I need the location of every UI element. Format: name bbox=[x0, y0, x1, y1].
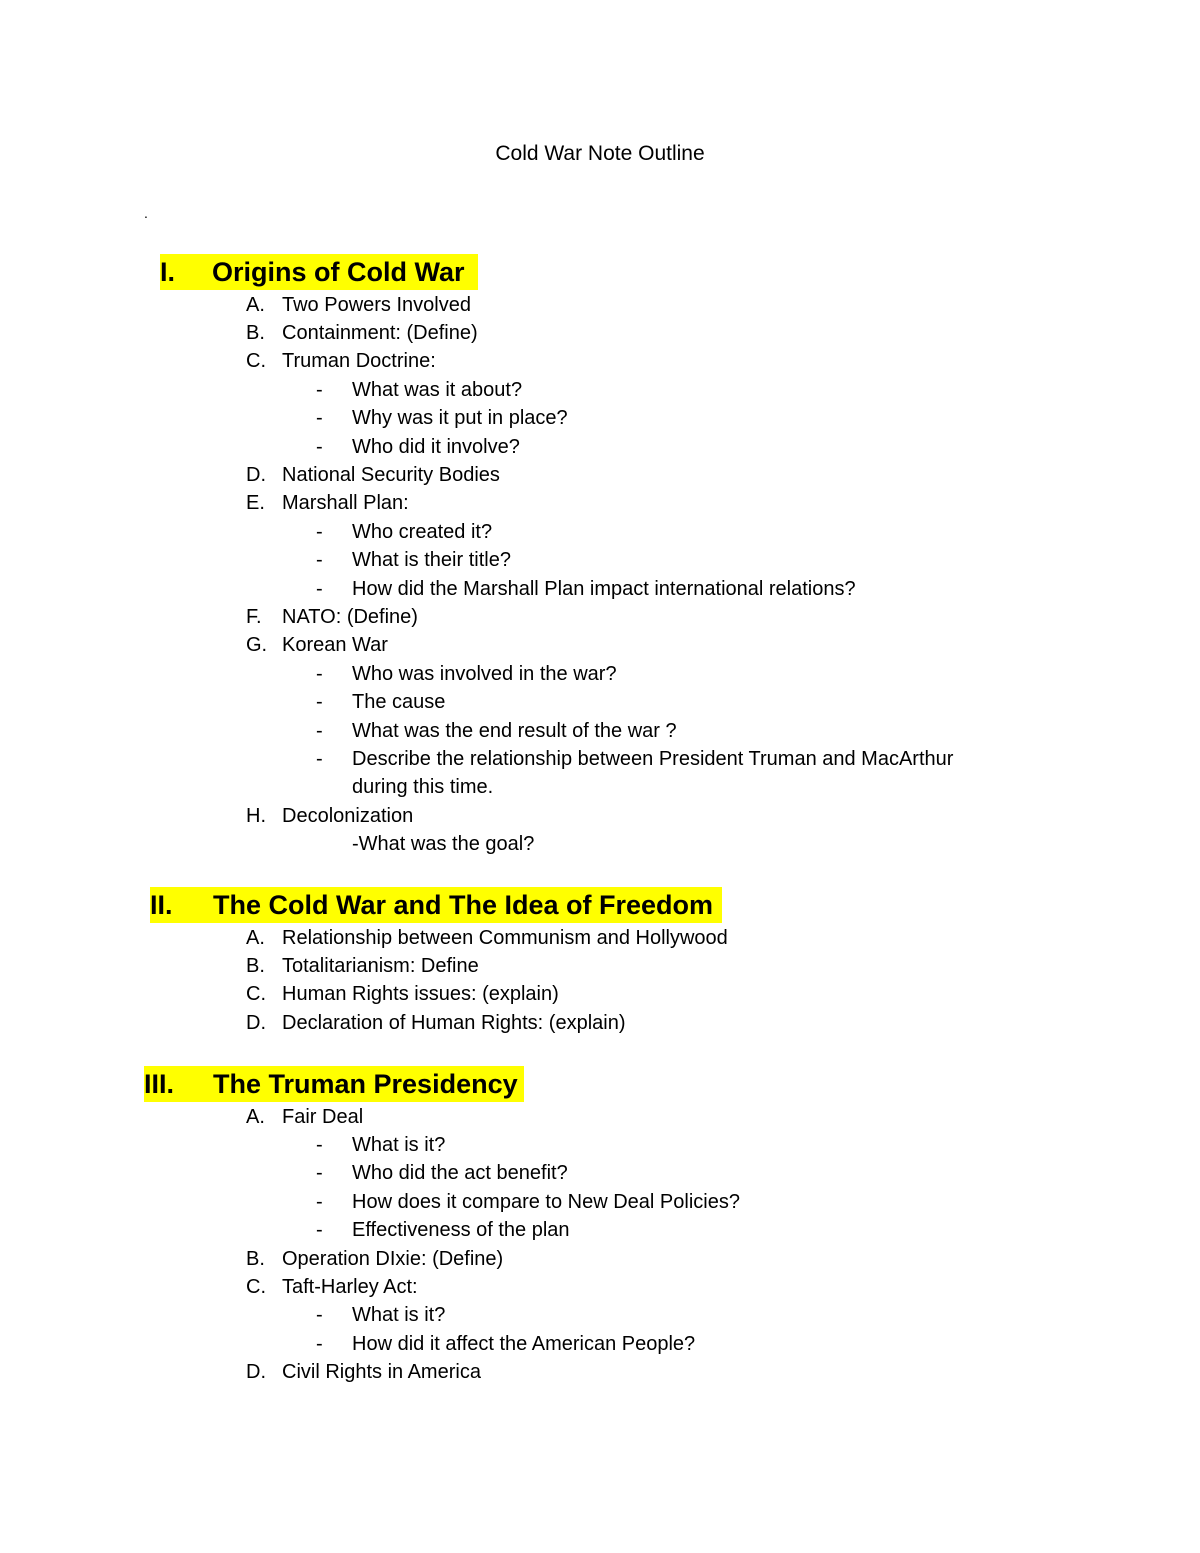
sub-item-text: What is it? bbox=[352, 1304, 446, 1327]
item-letter: G. bbox=[246, 634, 268, 657]
dash-bullet: - bbox=[316, 747, 323, 770]
sub-item-text: Describe the relationship between President Truman and MacArthur bbox=[352, 747, 954, 770]
dash-bullet: - bbox=[316, 407, 323, 430]
section-title: The Truman Presidency bbox=[213, 1069, 518, 1099]
item-letter: B. bbox=[246, 954, 265, 977]
item-text: Korean War bbox=[282, 634, 388, 657]
stray-mark: . bbox=[144, 205, 148, 221]
section-title: The Cold War and The Idea of Freedom bbox=[213, 890, 714, 920]
section-numeral: I. bbox=[160, 257, 176, 287]
section-title: Origins of Cold War bbox=[212, 257, 465, 287]
section-numeral: III. bbox=[144, 1069, 175, 1099]
sub-item-text: Who created it? bbox=[352, 520, 493, 543]
dash-bullet: - bbox=[316, 549, 323, 572]
sub-item-text: What is it? bbox=[352, 1133, 446, 1156]
dash-bullet: - bbox=[316, 1304, 323, 1327]
sub-item-text: What was it about? bbox=[352, 378, 523, 401]
item-text: Marshall Plan: bbox=[282, 492, 409, 515]
section-heading bbox=[150, 887, 722, 923]
item-letter: A. bbox=[246, 1105, 265, 1128]
dash-bullet: - bbox=[316, 577, 323, 600]
document-title: Cold War Note Outline bbox=[495, 142, 705, 165]
item-letter: H. bbox=[246, 804, 266, 827]
dash-bullet: - bbox=[316, 691, 323, 714]
dash-bullet: - bbox=[316, 1219, 323, 1242]
section-heading bbox=[144, 1066, 524, 1102]
sub-item-text: What is their title? bbox=[352, 549, 511, 572]
item-text: Totalitarianism: Define bbox=[282, 954, 479, 977]
item-letter: C. bbox=[246, 350, 266, 373]
item-text: Taft-Harley Act: bbox=[282, 1275, 418, 1298]
item-letter: F. bbox=[246, 605, 262, 628]
sub-item-continuation: during this time. bbox=[352, 776, 494, 799]
sub-item-text: The cause bbox=[352, 691, 446, 714]
item-letter: D. bbox=[246, 1011, 266, 1034]
item-letter: E. bbox=[246, 492, 265, 515]
item-text: Declaration of Human Rights: (explain) bbox=[282, 1011, 626, 1034]
item-text: Operation DIxie: (Define) bbox=[282, 1247, 504, 1270]
sub-item-text: How does it compare to New Deal Policies? bbox=[352, 1190, 740, 1213]
sub-item-text: Who did it involve? bbox=[352, 435, 520, 458]
sub-item-text: Who did the act benefit? bbox=[352, 1162, 568, 1185]
item-text: Containment: (Define) bbox=[282, 321, 478, 344]
dash-bullet: - bbox=[316, 520, 323, 543]
item-letter: A. bbox=[246, 926, 265, 949]
sub-item-text: How did it affect the American People? bbox=[352, 1332, 696, 1355]
sub-item-text: What was the end result of the war ? bbox=[352, 719, 677, 742]
item-letter: D. bbox=[246, 1361, 266, 1384]
item-text: Fair Deal bbox=[282, 1105, 364, 1128]
dash-bullet: - bbox=[316, 662, 323, 685]
dash-bullet: - bbox=[316, 1332, 323, 1355]
item-letter: D. bbox=[246, 463, 266, 486]
item-letter: A. bbox=[246, 293, 265, 316]
item-text: National Security Bodies bbox=[282, 463, 500, 486]
item-text: Civil Rights in America bbox=[282, 1361, 481, 1384]
dash-bullet: - bbox=[316, 719, 323, 742]
item-text: Two Powers Involved bbox=[282, 293, 471, 316]
item-text: NATO: (Define) bbox=[282, 605, 418, 628]
item-letter: C. bbox=[246, 1275, 266, 1298]
item-text: Relationship between Communism and Hollywood bbox=[282, 926, 728, 949]
dash-bullet: - bbox=[316, 1190, 323, 1213]
dash-bullet: - bbox=[316, 378, 323, 401]
item-text: Truman Doctrine: bbox=[282, 350, 436, 373]
item-text: Human Rights issues: (explain) bbox=[282, 983, 559, 1006]
item-letter: C. bbox=[246, 983, 266, 1006]
sub-item-text: Why was it put in place? bbox=[352, 407, 568, 430]
section-heading bbox=[160, 254, 478, 290]
sub-question: -What was the goal? bbox=[352, 833, 535, 856]
section-numeral: II. bbox=[150, 890, 173, 920]
dash-bullet: - bbox=[316, 1133, 323, 1156]
sub-item-text: Who was involved in the war? bbox=[352, 662, 617, 685]
dash-bullet: - bbox=[316, 1162, 323, 1185]
item-letter: B. bbox=[246, 1247, 265, 1270]
item-text: Decolonization bbox=[282, 804, 414, 827]
sub-item-text: Effectiveness of the plan bbox=[352, 1219, 570, 1242]
item-letter: B. bbox=[246, 321, 265, 344]
sub-item-text: How did the Marshall Plan impact international relations? bbox=[352, 577, 856, 600]
dash-bullet: - bbox=[316, 435, 323, 458]
